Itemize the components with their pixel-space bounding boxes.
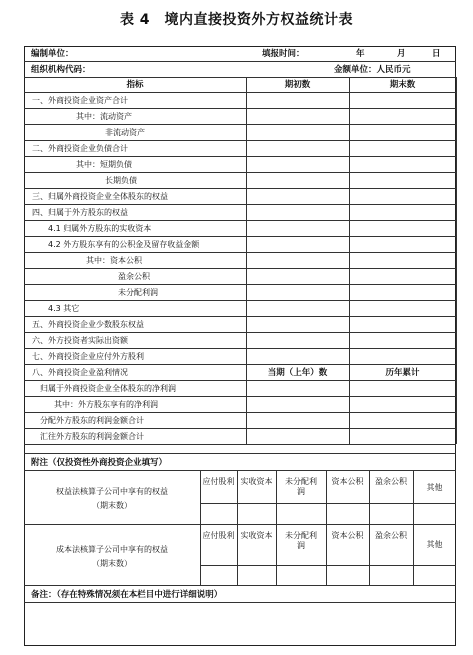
amount-unit-label: 金额单位：人民币元	[334, 65, 411, 75]
row-reserves-retained: 4.2 外方股东享有的公积金及留存收益金额	[48, 240, 200, 249]
appendix-header-paid-in-2: 实收资本	[240, 531, 273, 540]
appendix-equity-method-label: 权益法核算子公司中享有的权益	[56, 487, 168, 496]
appendix-header-surplus-reserve: 盈余公积	[375, 477, 407, 486]
row-profit-distributed: 分配外方股东的利润金额合计	[40, 416, 144, 425]
appendix-header-other: 其他	[426, 483, 443, 492]
compiler-label: 编制单位：	[31, 49, 74, 59]
appendix-title: 附注（仅投资性外商投资企业填写）	[31, 458, 168, 468]
appendix-header-capital-reserve-2: 资本公积	[331, 531, 364, 540]
appendix-header-dividends-2: 应付股利	[202, 531, 235, 540]
row-dividends-payable: 七、外商投资企业应付外方股利	[32, 352, 144, 361]
row-all-shareholders-equity: 三、归属外商投资企业全体股东的权益	[32, 192, 168, 201]
appendix-header-surplus-reserve-2: 盈余公积	[375, 531, 407, 540]
row-short-term-liabilities: 其中：短期负债	[76, 160, 132, 169]
row-total-assets: 一、外商投资企业资产合计	[32, 96, 128, 105]
row-undistributed-profit: 未分配利润	[118, 288, 158, 297]
row-actual-contribution: 六、外方投资者实际出资额	[32, 336, 128, 345]
row-capital-reserve: 其中：资本公积	[86, 256, 142, 265]
column-header-current-period: 当期（上年）数	[267, 368, 328, 378]
row-surplus-reserve: 盈余公积	[118, 272, 150, 281]
row-noncurrent-assets: 非流动资产	[105, 128, 145, 137]
appendix-cost-method-note: （期末数）	[92, 559, 132, 568]
appendix-header-capital-reserve: 资本公积	[331, 477, 364, 486]
org-code-label: 组织机构代码：	[31, 65, 91, 75]
fill-time-label: 填报时间：	[262, 49, 305, 59]
row-profit-remitted: 汇往外方股东的利润金额合计	[40, 432, 144, 441]
appendix-equity-method-note: （期末数）	[92, 501, 132, 510]
row-current-assets: 其中：流动资产	[76, 112, 132, 121]
column-header-beginning: 期初数	[284, 80, 311, 90]
row-paid-in-capital: 4.1 归属外方股东的实收资本	[48, 224, 152, 233]
appendix-header-undistributed: 未分配利润	[285, 477, 317, 496]
row-net-profit-all: 归属于外商投资企业全体股东的净利润	[40, 384, 176, 393]
row-long-term-liabilities: 长期负债	[105, 176, 137, 185]
row-minority-equity: 五、外商投资企业少数股东权益	[32, 320, 144, 329]
day-label: 日	[432, 49, 441, 59]
column-header-ending: 期末数	[389, 80, 416, 90]
row-total-liabilities: 二、外商投资企业负债合计	[32, 144, 128, 153]
row-net-profit-foreign: 其中：外方股东享有的净利润	[54, 400, 158, 409]
row-foreign-shareholders-equity: 四、归属于外方股东的权益	[32, 208, 128, 217]
row-other: 4.3 其它	[48, 304, 80, 313]
column-header-cumulative: 历年累计	[385, 368, 420, 378]
appendix-header-other-2: 其他	[426, 540, 443, 549]
row-profitability: 八、外商投资企业盈利情况	[32, 368, 128, 377]
appendix-cost-method-label: 成本法核算子公司中享有的权益	[56, 545, 168, 554]
table-title: 表 4 境内直接投资外方权益统计表	[119, 12, 354, 28]
appendix-header-paid-in: 实收资本	[240, 477, 273, 486]
remarks-label: 备注：（存在特殊情况须在本栏目中进行详细说明）	[31, 590, 223, 600]
column-header-indicator: 指标	[126, 80, 144, 90]
equity-statistics-table	[24, 46, 456, 646]
year-label: 年	[356, 49, 365, 59]
appendix-header-undistributed-2: 未分配利润	[285, 531, 317, 550]
month-label: 月	[397, 49, 406, 59]
appendix-header-dividends: 应付股利	[202, 477, 235, 486]
